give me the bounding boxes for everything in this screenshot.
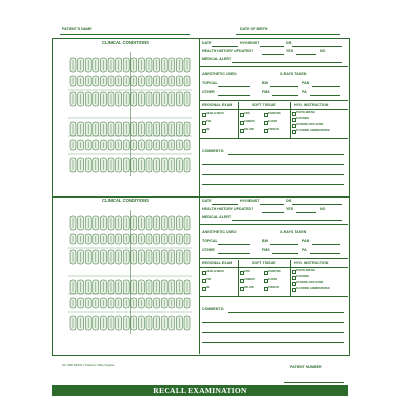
- regional-exam-header: REGIONAL EXAM: [202, 261, 233, 265]
- date-of-birth-line[interactable]: [236, 34, 340, 35]
- date-line[interactable]: [212, 46, 238, 47]
- medical-alert-label: MEDICAL ALERT: [202, 215, 232, 219]
- section-divider: [199, 138, 348, 139]
- date-line[interactable]: [212, 204, 238, 205]
- exam-header-rule: [199, 109, 348, 110]
- other-line[interactable]: [218, 253, 250, 254]
- flossing-label: FLOSSING: [296, 275, 310, 278]
- other-label: OTHER: [202, 90, 215, 94]
- cheeks-label: CHEEKS: [244, 278, 255, 281]
- panel-divider: [199, 38, 200, 196]
- health-history-yes-line[interactable]: [262, 54, 284, 55]
- pa-label: PA: [302, 248, 307, 252]
- hygiene-aids-label: HYGIENE AIDS GIVEN: [296, 123, 324, 126]
- tooth-chart[interactable]: [56, 206, 196, 346]
- tongue-label: TONGUE: [268, 128, 280, 131]
- tooth-chart[interactable]: [56, 48, 196, 188]
- comments-line[interactable]: [228, 154, 344, 155]
- pan-line[interactable]: [312, 244, 340, 245]
- exam-col-divider: [238, 102, 239, 138]
- recall-examination-title: RECALL EXAMINATION: [52, 385, 348, 396]
- dr-label: DR.: [286, 199, 293, 203]
- hyg-instruction-header: HYG. INSTRUCTION: [294, 261, 329, 265]
- exam-col-divider: [290, 260, 291, 296]
- health-history-label: HEALTH HISTORY UPDATED?: [202, 207, 254, 211]
- topical-line[interactable]: [218, 244, 250, 245]
- toothbrush-label: TOOTH BRUSH: [296, 269, 315, 272]
- hygienist-label: HYGIENIST: [240, 199, 260, 203]
- fms-label: FMS: [262, 248, 270, 252]
- section-divider: [199, 296, 348, 297]
- fluoride-label: FLUORIDE ADMINISTERED: [296, 287, 330, 290]
- dr-label: DR.: [286, 41, 293, 45]
- dr-line[interactable]: [292, 204, 342, 205]
- medical-alert-label: MEDICAL ALERT: [202, 57, 232, 61]
- date-of-birth-label: DATE OF BIRTH: [240, 27, 268, 31]
- tongue-label: TONGUE: [268, 286, 280, 289]
- other-line[interactable]: [218, 95, 250, 96]
- no-label: NO: [320, 207, 326, 211]
- section-divider: [199, 224, 348, 225]
- health-history-label: HEALTH HISTORY UPDATED?: [202, 49, 254, 53]
- no-label: NO: [320, 49, 326, 53]
- pan-label: PAN: [302, 239, 310, 243]
- pan-label: PAN: [302, 81, 310, 85]
- lips-label: LIPS: [244, 112, 250, 115]
- bw-line[interactable]: [270, 244, 298, 245]
- section-divider: [199, 100, 348, 101]
- patient-number-line[interactable]: [284, 382, 344, 383]
- topical-line[interactable]: [218, 86, 250, 87]
- patient-name-label: PATIENT'S NAME: [62, 27, 92, 31]
- head-neck-label: HEAD & NECK: [206, 112, 225, 115]
- recall-form-sheet: [52, 8, 348, 396]
- pan-line[interactable]: [312, 86, 340, 87]
- date-label: DATE: [202, 41, 212, 45]
- comments-line[interactable]: [202, 164, 344, 165]
- medical-alert-line[interactable]: [232, 220, 342, 221]
- xrays-taken-label: X-RAYS TAKEN: [280, 72, 307, 76]
- comments-line[interactable]: [202, 322, 344, 323]
- exam-col-divider: [290, 102, 291, 138]
- fms-line[interactable]: [272, 95, 298, 96]
- bw-label: BW: [262, 239, 268, 243]
- exam-col-divider: [238, 260, 239, 296]
- pharynx-label: PHARYNX: [268, 270, 281, 273]
- section-divider: [199, 66, 348, 67]
- comments-label: COMMENTS:: [202, 307, 225, 311]
- yes-label: YES: [286, 207, 294, 211]
- patient-number-label: PATIENT NUMBER: [290, 365, 322, 369]
- panel-divider: [199, 196, 200, 354]
- comments-line[interactable]: [202, 332, 344, 333]
- exam-header-rule: [199, 267, 348, 268]
- topical-label: TOPICAL: [202, 81, 218, 85]
- cheeks-label: CHEEKS: [244, 120, 255, 123]
- hygienist-line[interactable]: [260, 46, 284, 47]
- hyg-instruction-header: HYG. INSTRUCTION: [294, 103, 329, 107]
- toothbrush-label: TOOTH BRUSH: [296, 111, 315, 114]
- palate-label: PALATE: [244, 286, 254, 289]
- other-label: OTHER: [202, 248, 215, 252]
- comments-line[interactable]: [202, 184, 344, 185]
- pa-line[interactable]: [310, 253, 340, 254]
- pa-line[interactable]: [310, 95, 340, 96]
- hygienist-label: HYGIENIST: [240, 41, 260, 45]
- fms-label: FMS: [262, 90, 270, 94]
- ini-label: INI: [206, 286, 210, 289]
- tmj-label: TMJ: [206, 278, 212, 281]
- flossing-label: FLOSSING: [296, 117, 310, 120]
- ini-label: INI: [206, 128, 210, 131]
- floor-label: FLOOR: [268, 120, 278, 123]
- head-neck-label: HEAD & NECK: [206, 270, 225, 273]
- section-divider: [199, 258, 348, 259]
- hygienist-line[interactable]: [260, 204, 284, 205]
- clinical-conditions-title: CLINICAL CONDITIONS: [102, 40, 149, 45]
- anesthetic-used-label: ANESTHETIC USED:: [202, 72, 238, 76]
- comments-label: COMMENTS:: [202, 149, 225, 153]
- fms-line[interactable]: [272, 253, 298, 254]
- pa-label: PA: [302, 90, 307, 94]
- comments-line[interactable]: [202, 342, 344, 343]
- bw-line[interactable]: [270, 86, 298, 87]
- clinical-conditions-title: CLINICAL CONDITIONS: [102, 198, 149, 203]
- date-label: DATE: [202, 199, 212, 203]
- pharynx-label: PHARYNX: [268, 112, 281, 115]
- hygiene-aids-label: HYGIENE AIDS GIVEN: [296, 281, 324, 284]
- bw-label: BW: [262, 81, 268, 85]
- tmj-label: TMJ: [206, 120, 212, 123]
- lips-label: LIPS: [244, 270, 250, 273]
- xrays-taken-label: X-RAYS TAKEN: [280, 230, 307, 234]
- patient-name-line[interactable]: [60, 34, 190, 35]
- medical-alert-line[interactable]: [232, 62, 342, 63]
- dr-line[interactable]: [292, 46, 342, 47]
- topical-label: TOPICAL: [202, 239, 218, 243]
- comments-line[interactable]: [228, 312, 344, 313]
- yes-label: YES: [286, 49, 294, 53]
- health-history-yes-line[interactable]: [262, 212, 284, 213]
- health-history-no-line[interactable]: [296, 212, 316, 213]
- health-history-no-line[interactable]: [296, 54, 316, 55]
- comments-line[interactable]: [202, 174, 344, 175]
- soft-tissue-header: SOFT TISSUE: [252, 261, 276, 265]
- anesthetic-used-label: ANESTHETIC USED:: [202, 230, 238, 234]
- fine-print: NO. 9990 RR100 © Patterson Office Supplies: [62, 364, 115, 367]
- fluoride-label: FLUORIDE ADMINISTERED: [296, 129, 330, 132]
- soft-tissue-header: SOFT TISSUE: [252, 103, 276, 107]
- floor-label: FLOOR: [268, 278, 278, 281]
- regional-exam-header: REGIONAL EXAM: [202, 103, 233, 107]
- palate-label: PALATE: [244, 128, 254, 131]
